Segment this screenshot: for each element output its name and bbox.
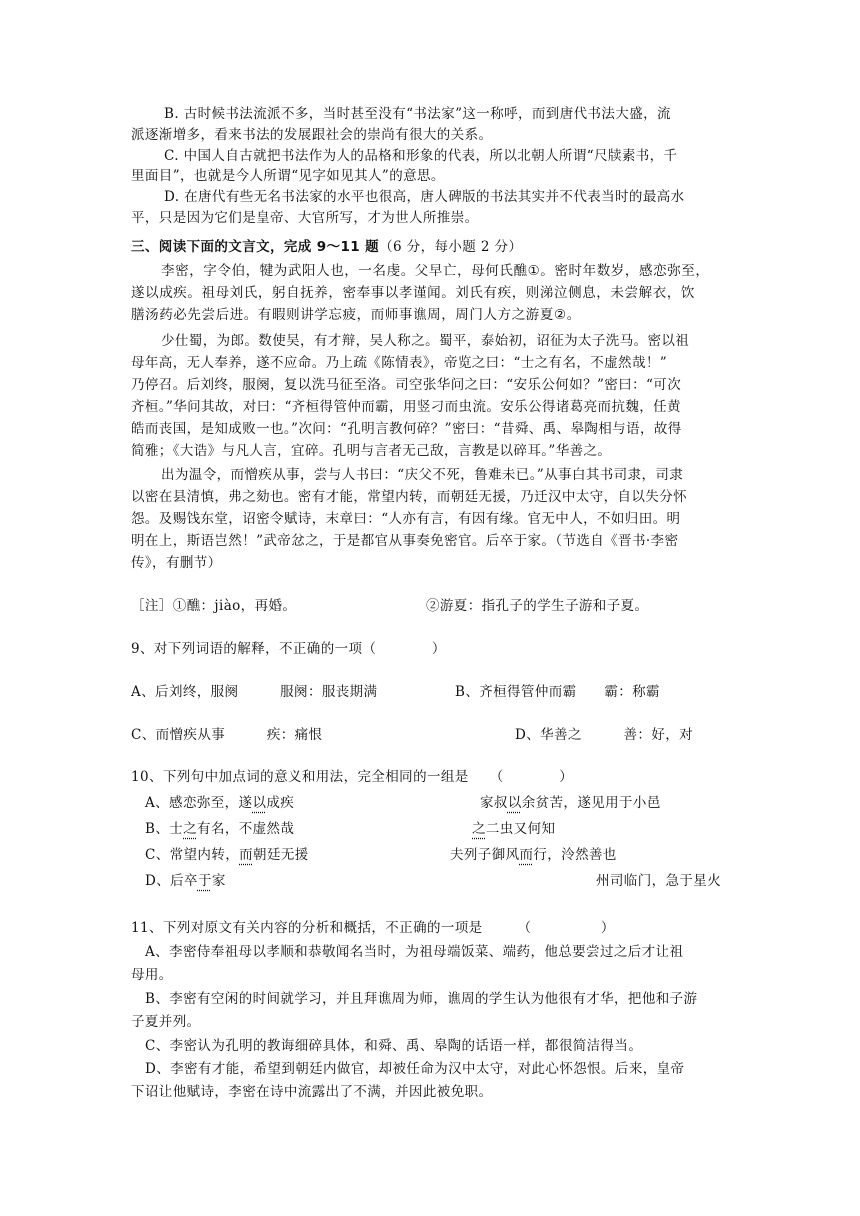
q9-option-d: D、华善之 善：好，对 (515, 727, 694, 743)
note-1: ［注］①醮：jiào，再婚。 (131, 598, 297, 614)
q10-d-left-post: 家 (211, 873, 226, 889)
q10-option-b-left (145, 820, 294, 838)
q10-a-left-dotted: 以 (252, 795, 267, 811)
q10-b-right-post: 二虫又何知 (485, 821, 556, 837)
q11-stem: 11、下列对原文有关内容的分析和概括，不正确的一项是 （ ） (131, 920, 615, 936)
intro-line-1: 李密，字令伯，犍为武阳人也，一名虔。父早亡，母何氏醮①。密时年数岁，感恋弥至， (161, 263, 710, 279)
q11-option-a-line1: A、李密侍奉祖母以孝顺和恭敬闻名当时，为祖母端饭菜、端药，他总要尝过之后才让祖 (145, 944, 684, 960)
section-heading-note: （6 分，每小题 2 分） (379, 239, 523, 255)
q10-a-right-pre: 家叔 (480, 795, 508, 811)
para2-line-4: 齐桓。”华问其故，对曰：“齐桓得管仲而霸，用竖刁而虫流。安乐公得诸葛亮而抗魏，任黄 (131, 399, 681, 415)
intro-line-3: 膳汤药必先尝后进。有暇则讲学忘疲，而师事谯周，周门人方之游夏②。 (131, 307, 581, 323)
q11-option-b-line1: B、李密有空闲的时间就学习，并且拜谯周为师，谯周的学生认为他很有才华，把他和子游 (145, 991, 698, 1007)
q10-option-a-left (145, 794, 294, 812)
q10-c-left-pre: C、常望内转， (145, 847, 240, 863)
q11-option-a-line2: 母用。 (131, 967, 173, 983)
q9-option-a: A、后刘终，服阕 服阕：服丧期满 (131, 684, 378, 700)
para2-line-2: 母年高，无人奉养，遂不应命。乃上疏《陈情表》，帝览之曰：“士之有名，不虚然哉！” (131, 355, 668, 371)
q10-option-a-right (480, 794, 661, 812)
q10-b-left-dotted: 之 (183, 821, 198, 837)
para3-line-1: 出为温令，而憎疾从事，尝与人书曰：“庆父不死，鲁难未已。”从事白其书司隶，司隶 (161, 467, 684, 483)
q10-a-right-dotted: 以 (507, 795, 522, 811)
q9-option-c: C、而憎疾从事 疾：痛恨 (131, 727, 323, 743)
q9-stem: 9、对下列词语的解释，不正确的一项（ ） (131, 641, 446, 657)
section-heading-text: 三、阅读下面的文言文，完成 9～11 题 (131, 239, 380, 255)
para2-line-6: 简雅；《大诰》与凡人言，宜碎。孔明与言者无己敌，言教是以碎耳。”华善之。 (131, 443, 612, 459)
q10-option-c-right (450, 846, 617, 864)
q10-c-right-post: 行，泠然善也 (533, 847, 617, 863)
q10-b-left-pre: B、士 (145, 821, 184, 837)
q11-option-d-line2: 下诏让他赋诗，李密在诗中流露出了不满，并因此被免职。 (131, 1084, 493, 1100)
q10-option-d-left (145, 872, 226, 890)
q10-b-left-post: 有名，不虚然哉 (197, 821, 295, 837)
para2-line-3: 乃停召。后刘终，服阕，复以洗马征至洛。司空张华问之曰：“安乐公何如？”密曰：“可次 (131, 377, 682, 393)
q10-a-left-post: 成疾 (266, 795, 295, 811)
option-b-line2: 派逐渐增多，看来书法的发展跟社会的崇尚有很大的关系。 (131, 127, 493, 143)
q11-option-d-line1: D、李密有才能，希望到朝廷内做官，却被任命为汉中太守，对此心怀怨恨。后来，皇帝 (145, 1061, 685, 1077)
option-b-line1: B. 古时候书法流派不多，当时甚至没有“书法家”这一称呼，而到唐代书法大盛，流 (164, 106, 671, 122)
q10-d-left-pre: D、后卒 (145, 873, 198, 889)
note-2: ②游夏：指孔子的学生子游和子夏。 (426, 598, 649, 614)
q10-c-left-dotted: 而 (239, 847, 254, 863)
para2-line-1: 少仕蜀，为郎。数使吴，有才辩，吴人称之。蜀平，泰始初，诏征为太子洗马。密以祖 (161, 333, 690, 349)
option-c-line2: 里面目”，也就是今人所谓“见字如见其人”的意思。 (131, 168, 445, 184)
section-heading (131, 238, 522, 256)
q10-c-right-pre: 夫列子御风 (450, 847, 520, 863)
para3-line-2: 以密在县清慎，弗之劾也。密有才能，常望内转，而朝廷无援，乃迁汉中太守，自以失分怀 (131, 489, 687, 505)
para3-line-5: 传》，有删节） (131, 555, 222, 571)
q10-option-b-right (472, 820, 555, 838)
option-c-line1: C. 中国人自古就把书法作为人的品格和形象的代表，所以北朝人所谓“尺牍素书，千 (164, 148, 678, 164)
q10-stem: 10、下列句中加点词的意义和用法，完全相同的一组是 （ ） (131, 769, 574, 785)
intro-line-2: 遂以成疾。祖母刘氏，躬自抚养，密奉事以孝谨闻。刘氏有疾，则涕泣侧息，未尝解衣，饮 (131, 285, 695, 301)
para3-line-3: 怨。及赐饯东堂，诏密令赋诗，末章曰：“人亦有言，有因有缘。官无中人，不如归田。明 (131, 511, 681, 527)
option-d-line1: D. 在唐代有些无名书法家的水平也很高，唐人碑版的书法其实并不代表当时的最高水 (164, 189, 685, 205)
q11-option-b-line2: 子夏并列。 (131, 1014, 201, 1030)
q11-option-c-line1: C、李密认为孔明的教诲细碎具体，和舜、禹、皋陶的话语一样，都很简洁得当。 (145, 1038, 643, 1054)
q10-a-right-post: 余贫苦，遂见用于小邑 (521, 795, 661, 811)
option-d-line2: 平，只是因为它们是皇帝、大官所写，才为世人所推崇。 (131, 210, 479, 226)
para3-line-4: 明在上，斯语岂然！”武帝忿之，于是都官从事奏免密官。后卒于家。（节选自《晋书·李密 (131, 533, 679, 549)
q10-option-c-left (145, 846, 309, 864)
para2-line-5: 皓而丧国，是知成败一也。”次问：“孔明言教何碎？”密曰：“昔舜、禹、皋陶相与语，故得 (131, 421, 682, 437)
q10-c-right-dotted: 而 (519, 847, 534, 863)
q10-option-d-right: 州司临门，急于星火 (596, 873, 722, 889)
q10-a-left-pre: A、感恋弥至，遂 (145, 795, 253, 811)
q10-b-right-dotted: 之 (472, 821, 486, 837)
q9-option-b: B、齐桓得管仲而霸 霸：称霸 (455, 684, 660, 700)
q10-c-left-post: 朝廷无援 (253, 847, 309, 863)
q10-d-left-dotted: 于 (197, 873, 212, 889)
